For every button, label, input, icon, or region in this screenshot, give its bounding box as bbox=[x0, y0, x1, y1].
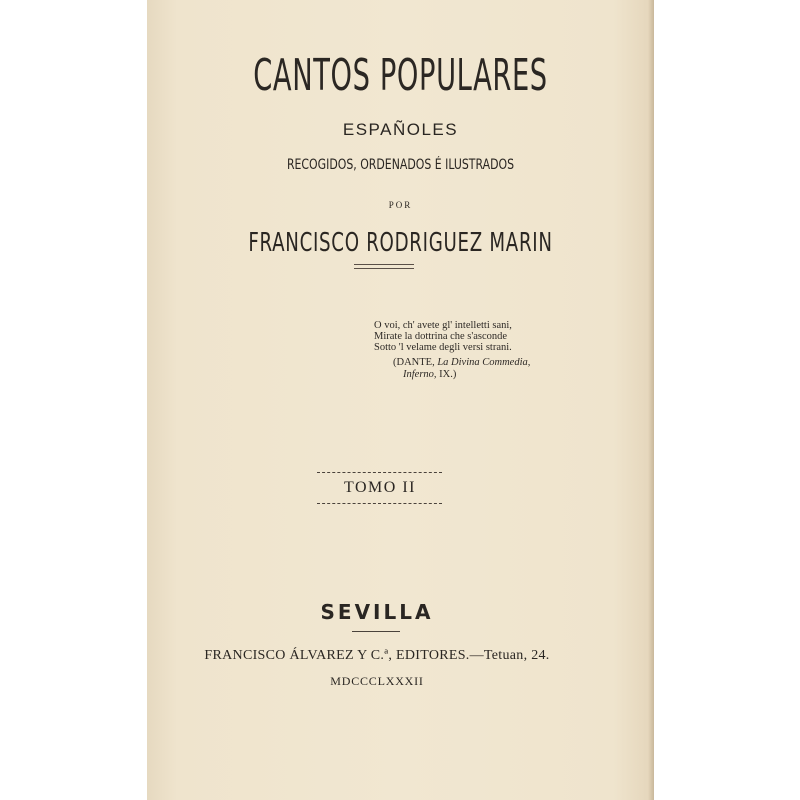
publisher-line: FRANCISCO ÁLVAREZ Y C.ª, EDITORES.—Tetuan, 24. bbox=[204, 648, 550, 663]
dotted-rule-bottom bbox=[317, 503, 442, 504]
epigraph-line: Sotto 'l velame degli versi strani. bbox=[374, 342, 512, 353]
publication-year: MDCCCLXXXII bbox=[330, 674, 424, 688]
epigraph-line: Mirate la dottrina che s'asconde bbox=[374, 331, 508, 342]
volume-label: TOMO II bbox=[344, 479, 416, 496]
double-rule-divider bbox=[354, 264, 414, 269]
dotted-rule-top bbox=[317, 472, 442, 473]
author-name: FRANCISCO RODRIGUEZ MARIN bbox=[248, 228, 553, 258]
title-page bbox=[147, 0, 654, 800]
by-label: POR bbox=[388, 200, 413, 210]
epigraph-line: O voi, ch' avete gl' intelletti sani, bbox=[374, 320, 512, 331]
book-subtitle: ESPAÑOLES bbox=[342, 120, 459, 139]
citation-part: Inferno, bbox=[403, 369, 437, 380]
citation-work: La Divina Commedia, bbox=[437, 357, 531, 368]
citation-canto: IX.) bbox=[439, 369, 457, 380]
book-description: RECOGIDOS, ORDENADOS É ILUSTRADOS bbox=[286, 157, 515, 173]
imprint-city: SEVILLA bbox=[320, 600, 434, 624]
book-title: CANTOS POPULARES bbox=[253, 50, 548, 101]
epigraph-citation bbox=[393, 357, 530, 381]
citation-author: (DANTE, bbox=[393, 357, 435, 368]
epigraph bbox=[374, 320, 512, 353]
single-rule-divider bbox=[352, 631, 400, 632]
